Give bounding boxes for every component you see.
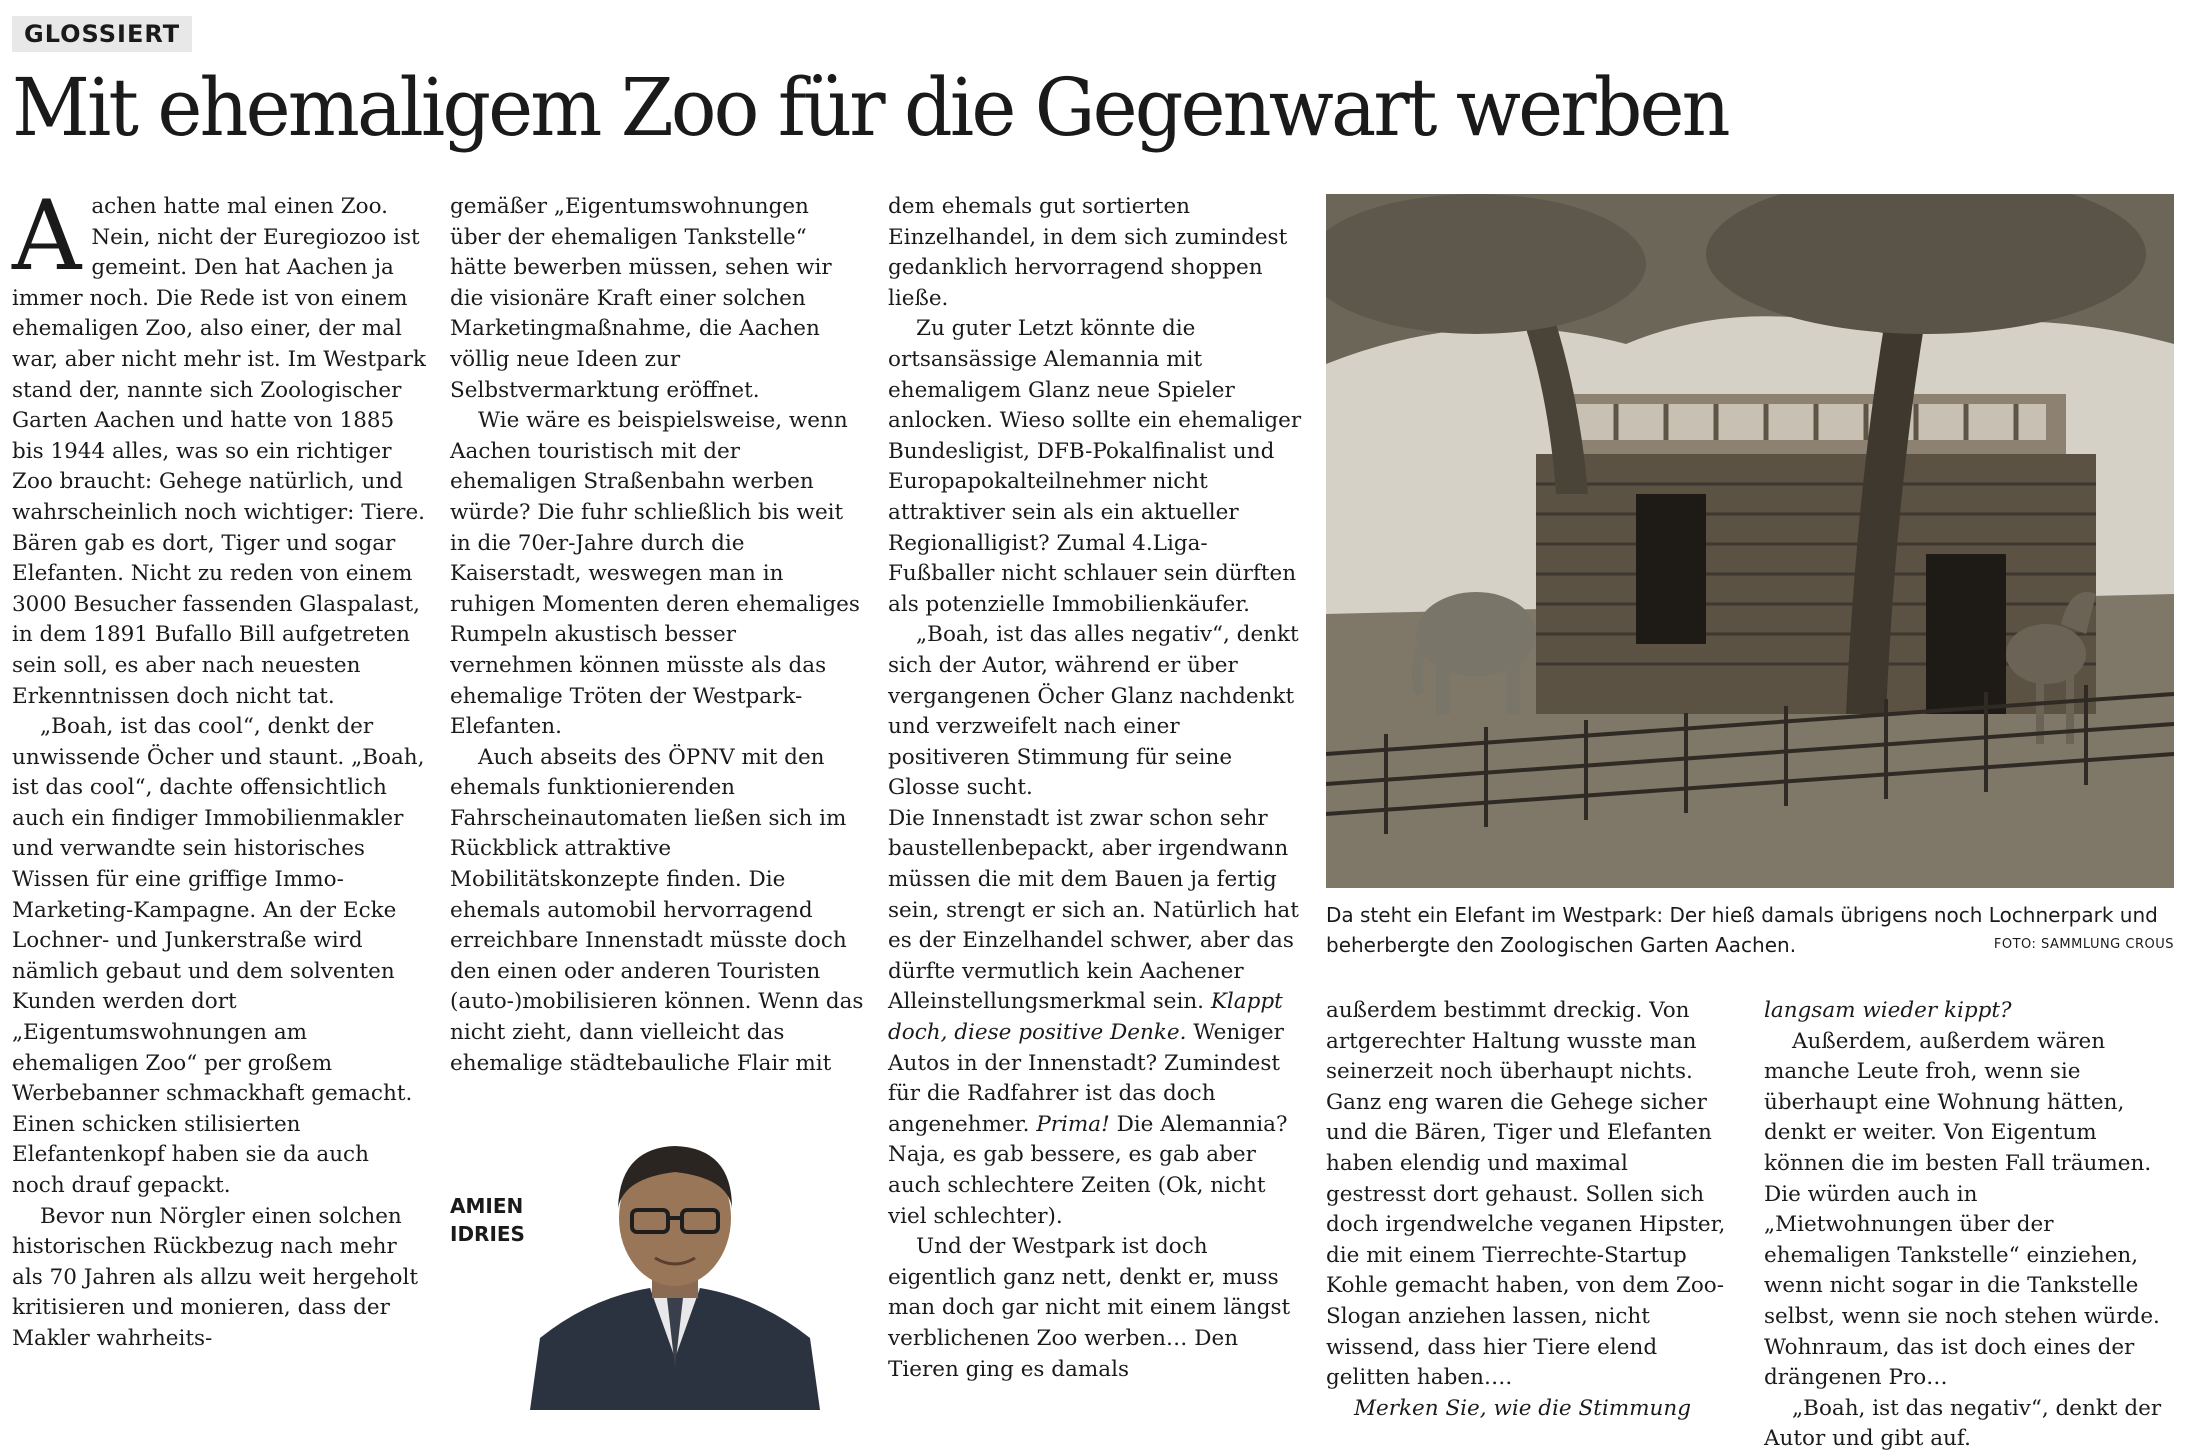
italic-text: Klappt doch, diese positive Denke. xyxy=(888,989,1283,1046)
paragraph: „Boah, ist das alles negativ“, denkt sich der Autor, während er über vergangenen Öcher Glanz nachdenkt und verzweifelt nach einer positiveren Stimmung für seine Glosse sucht. xyxy=(888,622,1299,801)
article-photo xyxy=(1326,194,2174,888)
italic-text: Merken Sie, wie die Stimmung xyxy=(1354,1395,1691,1421)
photo-credit: FOTO: SAMMLUNG CROUS xyxy=(1993,937,2174,952)
paragraph: Und der Westpark ist doch eigentlich ganz nett, denkt er, muss man doch gar nicht mit einem längst verblichenen Zoo werben… Den Tieren ging es damals xyxy=(888,1234,1291,1382)
article-column-4 xyxy=(1326,996,1734,1424)
article-column-3 xyxy=(888,192,1303,1385)
portrait-illustration xyxy=(500,1128,840,1410)
paragraph: außerdem bestimmt dreckig. Von artgerechter Haltung wusste man seinerzeit noch überhaupt nichts. Ganz eng waren die Gehege sicher und die Bären, Tiger und Elefanten haben elendig und maximal gestresst dort gehaust. Sollen sich doch irgendwelche veganen Hipster, die mit einem Tierrechte-Startup Kohle gemacht haben, von dem Zoo-Slogan anziehen lassen, nicht wissend, dass hier Tiere elend gelitten haben…. xyxy=(1326,998,1726,1391)
italic-text: langsam wieder kippt? xyxy=(1764,998,2012,1023)
paragraph: „Boah, ist das negativ“, denkt der Autor und gibt auf. xyxy=(1764,1395,2162,1452)
author-first-name: AMIEN xyxy=(450,1194,524,1218)
paragraph-text: Weniger Autos in der Innenstadt? Zumindest für die Radfahrer ist das doch angenehmer. xyxy=(888,1020,1284,1137)
paragraph xyxy=(888,804,1303,1232)
author-portrait xyxy=(500,1128,840,1410)
photo-caption xyxy=(1326,900,2174,960)
article-column-1 xyxy=(12,180,427,1355)
caption-text: Da steht ein Elefant im Westpark: Der hieß damals übrigens noch Lochnerpark und beherbergte den Zoologischen Garten Aachen. xyxy=(1326,903,2158,957)
paragraph: Auch abseits des ÖPNV mit den ehemals funktionierenden Fahrscheinautomaten ließen sich im Rückblick attraktive Mobilitätskonzepte finden. Die ehemals automobil hervorragend erreichbare Innenstadt müsste doch den einen oder anderen Touristen (auto-)mobilisieren können. Wenn das nicht zieht, dann vielleicht das ehemalige städtebauliche Flair mit xyxy=(450,744,864,1076)
zoo-elephant-house-illustration xyxy=(1326,194,2174,888)
article-column-5 xyxy=(1764,996,2172,1455)
paragraph-text: Die Innenstadt ist zwar schon sehr baustellenbepackt, aber irgendwann müssen die mit dem Bauen ja fertig sein, strengt er sich an. Natürlich hat es der Einzelhandel schwer, aber das dürfte vermutlich kein Aachener Alleinstellungsmerkmal sein. xyxy=(888,805,1299,1015)
paragraph-text: Die Alemannia? Naja, es gab bessere, es gab aber auch schlechtere Zeiten (Ok, nicht viel schlechter). xyxy=(888,1111,1288,1229)
paragraph xyxy=(1326,1394,1734,1425)
section-kicker: GLOSSIERT xyxy=(12,16,192,52)
paragraph: gemäßer „Eigentumswohnungen über der ehemaligen Tankstelle“ hätte bewerben müssen, sehen wir die visionäre Kraft einer solchen Marketingmaßnahme, die Aachen völlig neue Ideen zur Selbstvermarktung eröffnet. xyxy=(450,194,832,403)
paragraph: Außerdem, außerdem wären manche Leute froh, wenn sie überhaupt eine Wohnung hätten, denkt er weiter. Von Eigentum können die im besten Fall träumen. Die würden auch in „Mietwohnungen über der ehemaligen Tankstelle“ einziehen, wenn nicht sogar in die Tankstelle selbst, wenn sie noch stehen würde. Wohnraum, das ist doch eines der drängenen Pro… xyxy=(1764,1028,2160,1391)
paragraph: Zu guter Letzt könnte die ortsansässige Alemannia mit ehemaligem Glanz neue Spieler anlocken. Wieso sollte ein ehemaliger Bundesligist, DFB-Pokalfinalist und Europapokalteilnehmer nicht attraktiver sein als ein aktueller Regionalligist? Zumal 4.Liga-Fußballer nicht schlauer sein dürften als potenzielle Immobilienkäufer. xyxy=(888,316,1302,617)
paragraph-text: achen hatte mal einen Zoo. Nein, nicht der Euregiozoo ist gemeint. Den hat Aachen ja immer noch. Die Rede ist von einem ehemaligen Zoo, also einer, der mal war, aber nicht mehr ist. Im Westpark stand der, nannte sich Zoologischer Garten Aachen und hatte von 1885 bis 1944 alles, was so ein richtiger Zoo braucht: Gehege natürlich, und wahrscheinlich noch wichtiger: Tiere. Bären gab es dort, Tiger und sogar Elefanten. Nicht zu reden von einem 3000 Besucher fassenden Glaspalast, in dem 1891 Bufallo Bill aufgetreten sein soll, es aber nach neuesten Erkenntnissen doch nicht tat. xyxy=(12,194,426,709)
paragraph xyxy=(1764,996,2172,1027)
paragraph: „Boah, ist das cool“, denkt der unwissende Öcher und staunt. „Boah, ist das cool“, dachte offensichtlich auch ein findiger Immobilienmakler und verwandte sein historisches Wissen für eine griffige Immo-Marketing-Kampagne. An der Ecke Lochner- und Junkerstraße wird nämlich gebaut und dem solventen Kunden werden dort „Eigentumswohnungen am ehemaligen Zoo“ per großem Werbebanner schmackhaft gemacht. Einen schicken stilisierten Elefantenkopf haben sie da auch noch drauf gepackt. xyxy=(12,714,425,1198)
drop-cap: A xyxy=(12,180,82,292)
paragraph: Wie wäre es beispielsweise, wenn Aachen touristisch mit der ehemaligen Straßenbahn werben würde? Die fuhr schließlich bis weit in die 70er-Jahre durch die Kaiserstadt, weswegen man in ruhigen Momenten deren ehemaliges Rumpeln akustisch besser vernehmen können müsste als das ehemalige Tröten der Westpark-Elefanten. xyxy=(450,408,860,740)
paragraph: dem ehemals gut sortierten Einzelhandel, in dem sich zumindest gedanklich hervorragend shoppen ließe. xyxy=(888,194,1288,311)
headline: Mit ehemaligem Zoo für die Gegenwart werben xyxy=(12,61,1728,154)
italic-text: Prima! xyxy=(1036,1111,1110,1137)
paragraph: Bevor nun Nörgler einen solchen historischen Rückbezug nach mehr als 70 Jahren als allzu weit hergeholt kritisieren und monieren, dass der Makler wahrheits- xyxy=(12,1203,418,1351)
paragraph xyxy=(12,180,427,712)
article-column-2 xyxy=(450,192,865,1079)
author-last-name: IDRIES xyxy=(450,1222,525,1246)
